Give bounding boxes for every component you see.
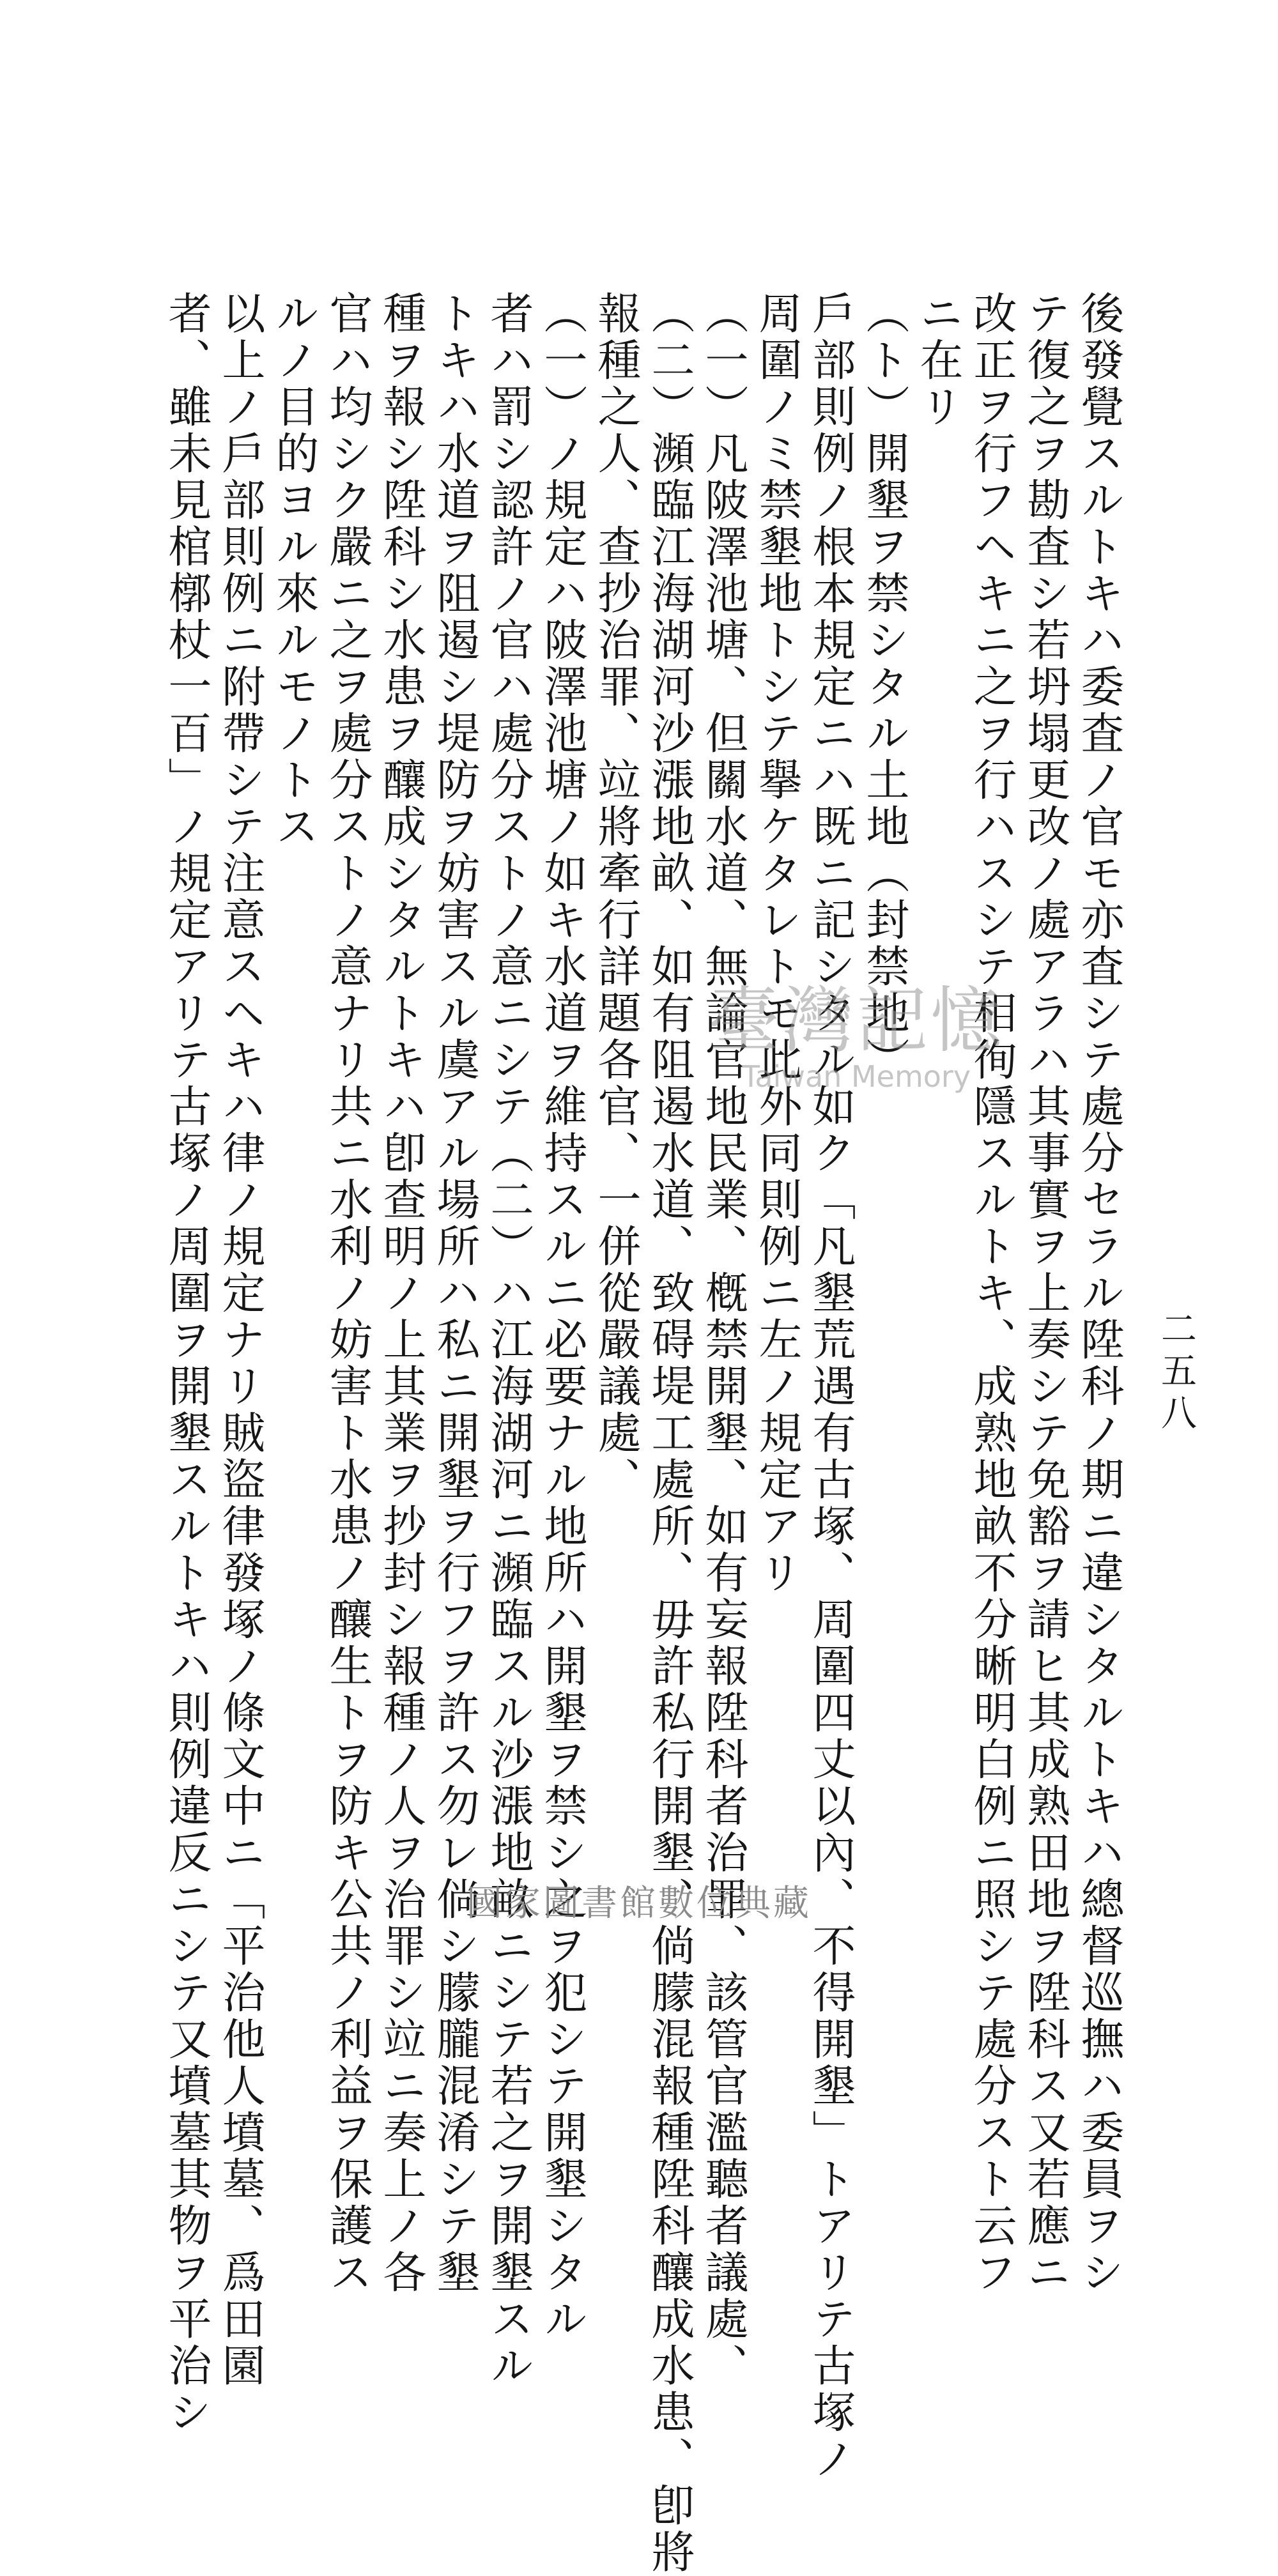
text-column: （一）凡陂澤池塘、但關水道、無論官地民業、槪禁開墾、如有妄報陞科者治罪、該管官濫聽者議處、	[698, 291, 748, 2389]
page-number: 二五八	[1155, 1310, 1197, 1436]
text-column: トキハ水道ヲ阻遏シ堤防ヲ妨害スル虞アル場所ハ私ニ開墾ヲ行フヲ許ス勿レ倘シ朦朧混淆シテ墾	[429, 291, 480, 2296]
text-column: 周圍ノミ禁墾地トシテ擧ケタレトモ此外同則例ニ左ノ規定アリ	[751, 291, 802, 1597]
text-column: 官ハ均シク嚴ニ之ヲ處分ストノ意ナリ共ニ水利ノ妨害ト水患ノ釀生トヲ防キ公共ノ利益ヲ保護ス	[322, 291, 373, 2296]
text-column: （二）瀕臨江海湖河沙漲地畝、如有阻遏水道、致碍堤工處所、毋許私行開墾、倘朦混報種陞科釀成水患、卽將	[644, 291, 695, 2576]
text-column: 者ハ罰シ認許ノ官ハ處分ストノ意ニシテ（二）ハ江海湖河ニ瀕臨スル沙漲地畝ニシテ若之ヲ開墾スル	[483, 291, 534, 2389]
text-column: ニ在リ	[912, 291, 963, 431]
text-column: ルノ目的ヨル來ルモノトス	[268, 291, 319, 850]
watermark-chinese-text: 臺灣記憶	[708, 979, 1005, 1062]
text-column: （一）ノ規定ハ陂澤池塘ノ如キ水道ヲ維持スルニ必要ナル地所ハ開墾ヲ禁シ之ヲ犯シテ開墾シタル	[537, 291, 587, 2343]
footer-credit: 國家圖書館數位典藏	[466, 1883, 812, 1924]
text-column: 者、雖未見棺槨杖一百」ノ規定アリテ古塚ノ周圍ヲ開墾スルトキハ則例違反ニシテ又墳墓其物ヲ平治シ	[161, 291, 212, 2436]
text-column: 報種之人、查抄治罪、竝將牽行詳題各官、一併從嚴議處、	[590, 291, 641, 1503]
text-column: 種ヲ報シ陞科シ水患ヲ釀成シタルトキハ卽查明ノ上其業ヲ抄封シ報種ノ人ヲ治罪シ竝ニ奏上ノ各	[376, 291, 426, 2296]
text-column: 改正ヲ行フヘキニ之ヲ行ハスシテ相徇隱スルトキ、成熟地畝不分晰明白例ニ照シテ處分スト云フ	[966, 291, 1017, 2296]
watermark-logo	[677, 979, 1035, 1099]
text-column: 以上ノ戶部則例ニ附帶シテ注意スヘキハ律ノ規定ナリ賊盜律發塚ノ條文中ニ「平治他人墳墓、爲田園	[215, 291, 265, 2389]
watermark-latin-text: Taiwan Memory	[741, 1059, 971, 1094]
text-column: （ト）開墾ヲ禁シタル土地（封禁地）	[859, 291, 909, 1084]
text-column: テ復之ヲ勘査シ若坍塌更改ノ處アラハ其事實ヲ上奏シテ免豁ヲ請ヒ其成熟田地ヲ陞科ス又若應ニ	[1020, 291, 1070, 2296]
text-column: 後發覺スルトキハ委査ノ官モ亦査シテ處分セラル陞科ノ期ニ違シタルトキハ總督巡撫ハ委員ヲシ	[1074, 291, 1124, 2296]
text-column: 戶部則例ノ根本規定ニハ既ニ記シタル如ク「凡墾荒遇有古塚、周圍四丈以內、不得開墾」トアリテ古塚ノ	[805, 291, 856, 2483]
